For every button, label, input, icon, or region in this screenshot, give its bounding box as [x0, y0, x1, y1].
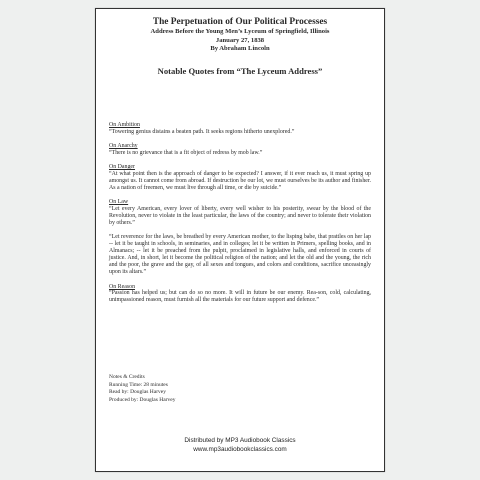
quote-label: On Danger: [109, 163, 136, 170]
section-title: Notable Quotes from “The Lyceum Address”: [157, 65, 323, 76]
credits-section: [109, 374, 309, 404]
document-date: January 27, 1838: [215, 36, 265, 44]
credits-produced-by: Produced by: Douglas Harvey: [109, 396, 176, 403]
quote-label: On Anarchy: [109, 142, 138, 149]
quote-block-law: [109, 199, 371, 277]
document-header: [96, 17, 384, 54]
quote-label: On Law: [109, 198, 129, 205]
document-subtitle: Address Before the Young Men’s Lyceum of Springfield, Illinois: [150, 28, 330, 35]
quote-block-reason: [109, 284, 371, 305]
credits-read-by: Read by: Douglas Harvey: [109, 389, 166, 396]
quote-label: On Reason: [109, 283, 136, 290]
quote-text: “Passion has helped us; but can do so no more. It will in future be our enemy. Rea-son, cold, calculating, unimpassioned reason, must furnish all the materials for our future support and defence.”: [109, 290, 371, 304]
document-author: By Abraham Lincoln: [210, 45, 270, 53]
distributor-url: www.mp3audiobookclassics.com: [193, 446, 287, 453]
quote-text: “There is no grievance that is a fit object of redress by mob law.”: [109, 149, 263, 156]
quotes-list: [109, 122, 371, 311]
quote-block-anarchy: [109, 143, 371, 157]
credits-running-time: Running Time: 28 minutes: [109, 381, 168, 388]
quote-block-ambition: [109, 122, 371, 136]
quote-text-continued: “Let reverence for the laws, be breathed by every American mother, to the lisping babe, that prattles on her lap -- let it be taught in schools, in seminaries, and in colleges; let it be written in Primers, spelling books, and in Almanacs; -- let it be preached from the pulpit, proclaimed in legislative halls, and enforced in courts of justice. And, in short, let it become the political religion of the nation; and let the old and the young, the rich and the poor, the grave and the gay, of all sexes and tongues, and colors and conditions, sacrifice unceasingly upon its altars.”: [109, 233, 371, 276]
document-title: The Perpetuation of Our Political Processes: [152, 17, 328, 27]
distributor-footer: [96, 436, 384, 454]
quote-label: On Ambition: [109, 122, 140, 128]
quote-block-danger: [109, 164, 371, 192]
credits-heading: Notes & Credits: [109, 374, 145, 380]
quote-text: “Let every American, every lover of liberty, every well wisher to his posterity, swear by the blood of the Revolution, never to violate in the least particular, the laws of the country; and never to tolerate their violation by others.”: [109, 205, 371, 226]
quote-text: “At what point then is the approach of danger to be expected? I answer, if it ever reach us, it must spring up amongst us. It cannot come from abroad. If destruction be our lot, we must ourselves be its author and finisher. As a nation of freemen, we must live through all time, or die by suicide.”: [109, 170, 371, 191]
distributor-name: Distributed by MP3 Audiobook Classics: [184, 437, 296, 444]
document-page: [95, 8, 385, 472]
quote-text: “Towering genius distains a beaten path. It seeks regions hitherto unexplored.”: [109, 128, 295, 135]
